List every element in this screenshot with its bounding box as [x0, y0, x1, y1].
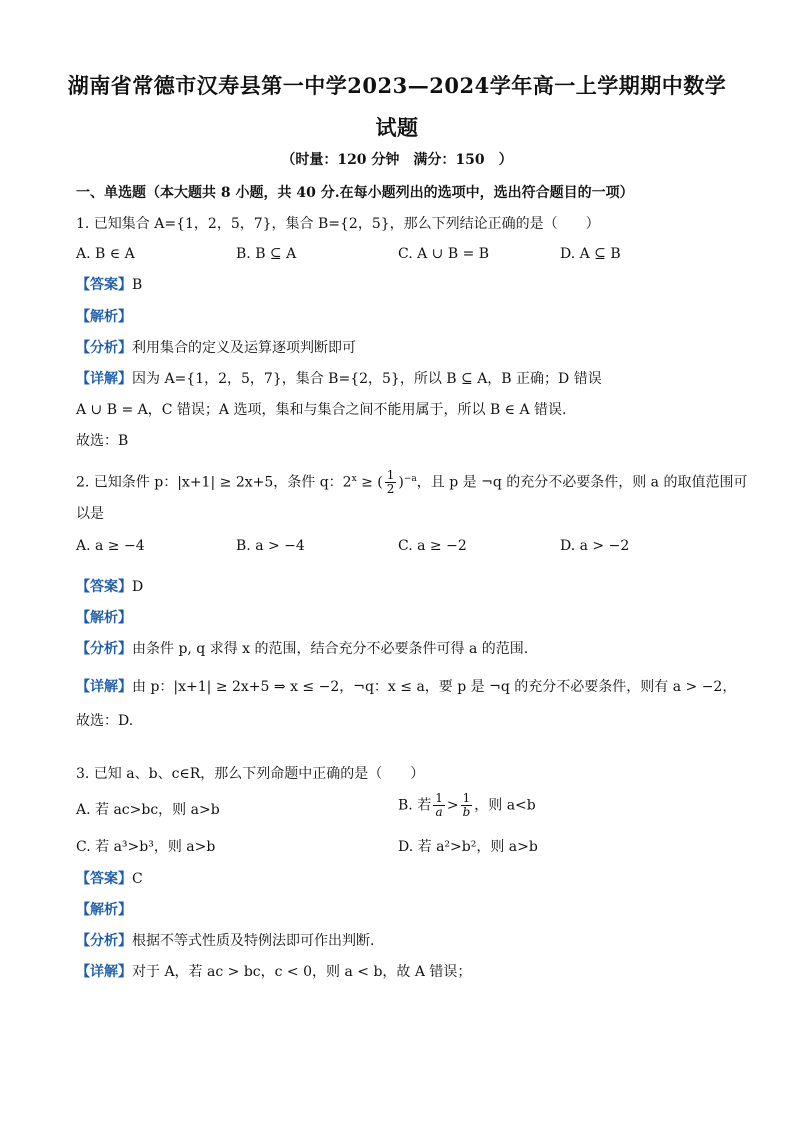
- analysis-tag: 【解析】: [76, 902, 132, 918]
- q3-fraction-1: [433, 792, 445, 819]
- answer-tag: 【答案】: [76, 871, 132, 887]
- document-title-line2: 试题: [375, 115, 419, 140]
- q3-fraction-2: [461, 792, 473, 819]
- detail-tag: 【详解】: [76, 679, 132, 695]
- q3-frac1-den: a: [435, 805, 443, 819]
- exam-subtitle: （时量：120 分钟 满分：150 ）: [281, 152, 513, 168]
- answer-tag: 【答案】: [76, 277, 132, 293]
- q3-frac1-num: 1: [435, 791, 443, 805]
- question-2-option-b: B. a > −4: [236, 538, 305, 554]
- detail-text: 由 p：|x+1| ≥ 2x+5 ⇒ x ≤ −2，¬q：x ≤ a，要 p 是 ¬q 的充分不必要条件，则有 a > −2，: [132, 679, 737, 695]
- detail-tag: 【详解】: [76, 371, 132, 387]
- question-3-option-b: [398, 792, 536, 819]
- fenxi-text: 利用集合的定义及运算逐项判断即可: [132, 340, 356, 356]
- q2-frac-num: 1: [386, 468, 395, 483]
- question-1-option-d: D. A ⊆ B: [560, 246, 621, 262]
- fenxi-tag: 【分析】: [76, 933, 132, 949]
- fenxi-text: 根据不等式性质及特例法即可作出判断.: [132, 933, 375, 949]
- question-1-fenxi: [76, 338, 356, 358]
- question-1-detail: [76, 369, 602, 389]
- q3-optb-post: ，则 a<b: [474, 797, 536, 814]
- question-3-analysis: [76, 900, 132, 920]
- question-2-detail: [76, 677, 736, 697]
- question-2-stem-line2: 以是: [76, 506, 104, 522]
- fenxi-tag: 【分析】: [76, 340, 132, 356]
- answer-value: B: [132, 277, 143, 293]
- q2-frac-den: 2: [386, 482, 395, 497]
- question-3-option-c: C. 若 a³>b³，则 a>b: [76, 839, 216, 855]
- question-3-fenxi: [76, 931, 374, 951]
- question-2-stem: [76, 466, 747, 496]
- question-1-detail-cont: A ∪ B = A，C 错误；A 选项，集和与集合之间不能用属于，所以 B ∈ A 错误.: [76, 402, 567, 418]
- q3-frac2-den: b: [462, 805, 471, 819]
- q2-stem-part4: ，且 p 是 ¬q 的充分不必要条件，则 a 的取值范围可: [416, 474, 748, 491]
- question-1-conclusion: 故选：B: [76, 433, 129, 449]
- question-2-option-c: C. a ≥ −2: [398, 538, 467, 554]
- question-3-detail: [76, 962, 471, 982]
- fenxi-tag: 【分析】: [76, 641, 132, 657]
- question-1-answer: [76, 275, 142, 295]
- q2-stem-part1: 2. 已知条件 p：|x+1| ≥ 2x+5，条件 q：2: [76, 474, 352, 491]
- analysis-tag: 【解析】: [76, 610, 132, 626]
- answer-value: D: [132, 579, 144, 595]
- q3-optb-pre: B. 若: [398, 797, 432, 814]
- answer-tag: 【答案】: [76, 579, 132, 595]
- document-title: 湖南省常德市汉寿县第一中学2023—2024学年高一上学期期中数学: [67, 73, 727, 98]
- q2-fraction: [385, 469, 397, 496]
- question-3-option-d: D. 若 a²>b²，则 a>b: [398, 839, 538, 855]
- question-3-answer: [76, 869, 143, 889]
- question-2-answer: [76, 577, 143, 597]
- question-1-option-c: C. A ∪ B = B: [398, 246, 490, 262]
- question-3-stem: 3. 已知 a、b、c∈R，那么下列命题中正确的是（ ）: [76, 766, 425, 782]
- detail-text: 对于 A，若 ac > bc，c < 0，则 a < b，故 A 错误；: [132, 964, 472, 980]
- question-1-analysis: [76, 307, 132, 327]
- q3-frac2-num: 1: [461, 792, 473, 806]
- q2-stem-part3: ): [398, 474, 404, 491]
- question-1-stem: 1. 已知集合 A={1，2，5，7}，集合 B={2，5}，那么下列结论正确的是（ ）: [76, 216, 600, 232]
- question-2-conclusion: 故选：D.: [76, 713, 134, 729]
- question-2-option-a: A. a ≥ −4: [76, 538, 145, 554]
- fenxi-text: 由条件 p, q 求得 x 的范围，结合充分不必要条件可得 a 的范围.: [132, 641, 529, 657]
- q2-stem-sup: x: [351, 474, 357, 484]
- answer-value: C: [132, 871, 143, 887]
- detail-text: 因为 A={1，2，5，7}，集合 B={2，5}，所以 B ⊆ A，B 正确；D 错误: [132, 371, 602, 387]
- question-1-option-b: B. B ⊆ A: [236, 246, 297, 262]
- question-2-option-d: D. a > −2: [560, 538, 630, 554]
- detail-tag: 【详解】: [76, 964, 132, 980]
- question-2-fenxi: [76, 639, 528, 659]
- q3-optb-gt: >: [446, 797, 459, 814]
- analysis-tag: 【解析】: [76, 309, 132, 325]
- question-3-option-a: A. 若 ac>bc，则 a>b: [76, 802, 220, 818]
- q2-stem-part2: ≥ (: [356, 474, 383, 491]
- question-2-analysis: [76, 608, 132, 628]
- question-1-option-a: A. B ∈ A: [76, 246, 135, 262]
- section-heading: 一、单选题（本大题共 8 小题，共 40 分.在每小题列出的选项中，选出符合题目的一项）: [76, 185, 634, 201]
- q2-stem-sup2: −a: [403, 474, 417, 484]
